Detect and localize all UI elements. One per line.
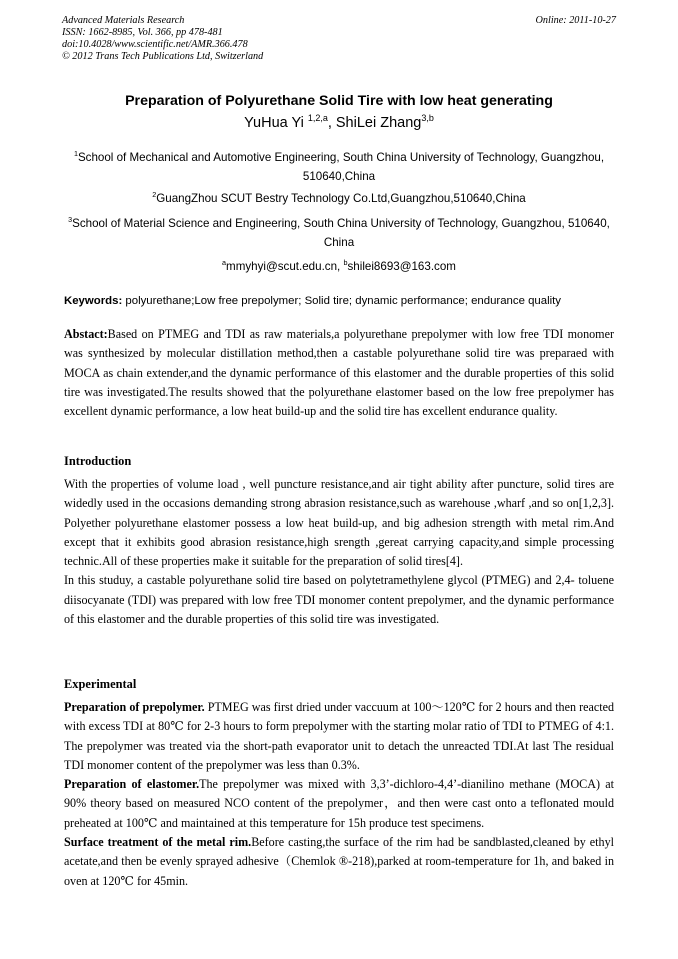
journal-info bbox=[62, 15, 263, 63]
paragraph: In this studuy, a castable polyurethane solid tire based on polytetramethylene glycol (PTMEG) and 2,4- toluene diisocyanate (TDI) was prepared with low free TDI monomer content prepolymer, and the dynamic performance of this elastomer and the durable properties of this solid tire was investigated. bbox=[64, 573, 614, 627]
affiliation-text: School of Mechanical and Automotive Engineering, South China University of Technology, Guangzhou, 510640,China bbox=[77, 151, 605, 183]
author-line bbox=[40, 115, 638, 131]
run-in-heading: Preparation of prepolymer. bbox=[64, 700, 205, 714]
paragraph-text: The prepolymer was mixed with 3,3’-dichloro-4,4’-dianilino methane (MOCA) at 90% theory based on measured NCO content of the prepolymer，and then were cast onto a teflonated mould preheated at 100℃ and maintained at this temperature for 15h produce test specimens. bbox=[64, 777, 614, 830]
affiliation-number: 3 bbox=[68, 215, 73, 225]
abstract-label: Abstact: bbox=[64, 327, 108, 341]
affiliation-text: School of Material Science and Engineering, South China University of Technology, Guangzhou, 510640, China bbox=[72, 217, 610, 249]
email-link[interactable]: shilei8693@163.com bbox=[347, 260, 456, 273]
abstract bbox=[64, 325, 614, 421]
section-heading-introduction: Introduction bbox=[64, 454, 132, 468]
copyright: © 2012 Trans Tech Publications Ltd, Switzerland bbox=[62, 51, 264, 62]
affiliation-number: 1 bbox=[73, 149, 78, 159]
issn: ISSN: 1662-8985, Vol. 366, pp 478-481 bbox=[62, 27, 223, 38]
email-superscript: a bbox=[222, 258, 227, 268]
affiliation-number: 2 bbox=[152, 190, 157, 200]
keywords bbox=[64, 295, 624, 307]
affiliation bbox=[60, 214, 618, 252]
affiliation bbox=[60, 148, 618, 186]
run-in-heading: Preparation of elastomer. bbox=[64, 777, 200, 792]
email-line bbox=[60, 257, 618, 276]
author-name: ShiLei Zhang bbox=[335, 115, 422, 131]
affiliation-text: GuangZhou SCUT Bestry Technology Co.Ltd,Guangzhou,510640,China bbox=[156, 192, 526, 205]
email-link[interactable]: mmyhyi@scut.edu.cn, bbox=[226, 260, 344, 273]
affiliation bbox=[60, 189, 618, 208]
paragraph bbox=[64, 775, 614, 833]
paragraph-text: Before casting,the surface of the rim had be sandblasted,cleaned by ethyl acetate,and then be evenly sprayed adhesive（Chemlok ®-218),parked at room-temperature for 1h, and baked in oven at 120℃ for 45min. bbox=[64, 835, 614, 888]
paragraph-text: PTMEG was first dried under vaccuum at 100～120℃ for 2 hours and then reacted with excess TDI at 80℃ for 2-3 hours to form prepolymer with the starting molar ratio of TDI to PTMEG of 4:1. The prepolymer was treated via the short-path evaporator unit to detach the unreacted TDI.At last The residual TDI monomer content of the prepolymer was less than 0.3%. bbox=[64, 700, 614, 772]
doi[interactable]: doi:10.4028/www.scientific.net/AMR.366.478 bbox=[62, 39, 248, 50]
abstract-text: Based on PTMEG and TDI as raw materials,a polyurethane prepolymer with low free TDI monomer was synthesized by molecular distillation method,then a castable polyurethane solid tire was preparaed with MOCA as chain extender,and the dynamic performance of this elastomer and the durable properties of this solid tire was investigated.The results showed that the polyurethane elastomer based on the low free prepolymer has excellent dynamic performance, a low heat build-up and the solid tire has excellent endurance quality. bbox=[64, 327, 614, 419]
email-superscript: b bbox=[343, 258, 348, 268]
run-in-heading: Surface treatment of the metal rim. bbox=[64, 835, 252, 850]
section-heading-experimental: Experimental bbox=[64, 677, 137, 691]
author-superscript: 3,b bbox=[421, 113, 434, 124]
keywords-text: polyurethane;Low free prepolymer; Solid tire; dynamic performance; endurance quality bbox=[122, 295, 562, 307]
paragraph bbox=[64, 833, 614, 891]
journal-name: Advanced Materials Research bbox=[62, 15, 185, 26]
keywords-label: Keywords: bbox=[64, 295, 123, 307]
experimental-body bbox=[64, 698, 614, 891]
paragraph: With the properties of volume load , well puncture resistance,and air tight ability after puncture, solid tires are widedly used in the occasions demanding strong abrasion resistance,such as warehouse ,wharf ,and so on[1,2,3]. Polyether polyurethane elastomer possess a low heat build-up, and big adhesion strength with metal rim.And except that it exhibits good abrasion resistance,high srength ,gereat carrying capacity,and simple processing technic.All of these properties make it suitable for the preparation of solid tires[4]. bbox=[64, 477, 614, 569]
author-name: YuHua Yi bbox=[244, 115, 308, 131]
author-separator: , bbox=[327, 115, 336, 131]
online-date: Online: 2011-10-27 bbox=[535, 15, 616, 26]
paper-title: Preparation of Polyurethane Solid Tire with low heat generating bbox=[125, 93, 553, 109]
introduction-body bbox=[64, 475, 614, 629]
paragraph bbox=[64, 698, 614, 775]
author-superscript: 1,2,a bbox=[307, 113, 328, 124]
